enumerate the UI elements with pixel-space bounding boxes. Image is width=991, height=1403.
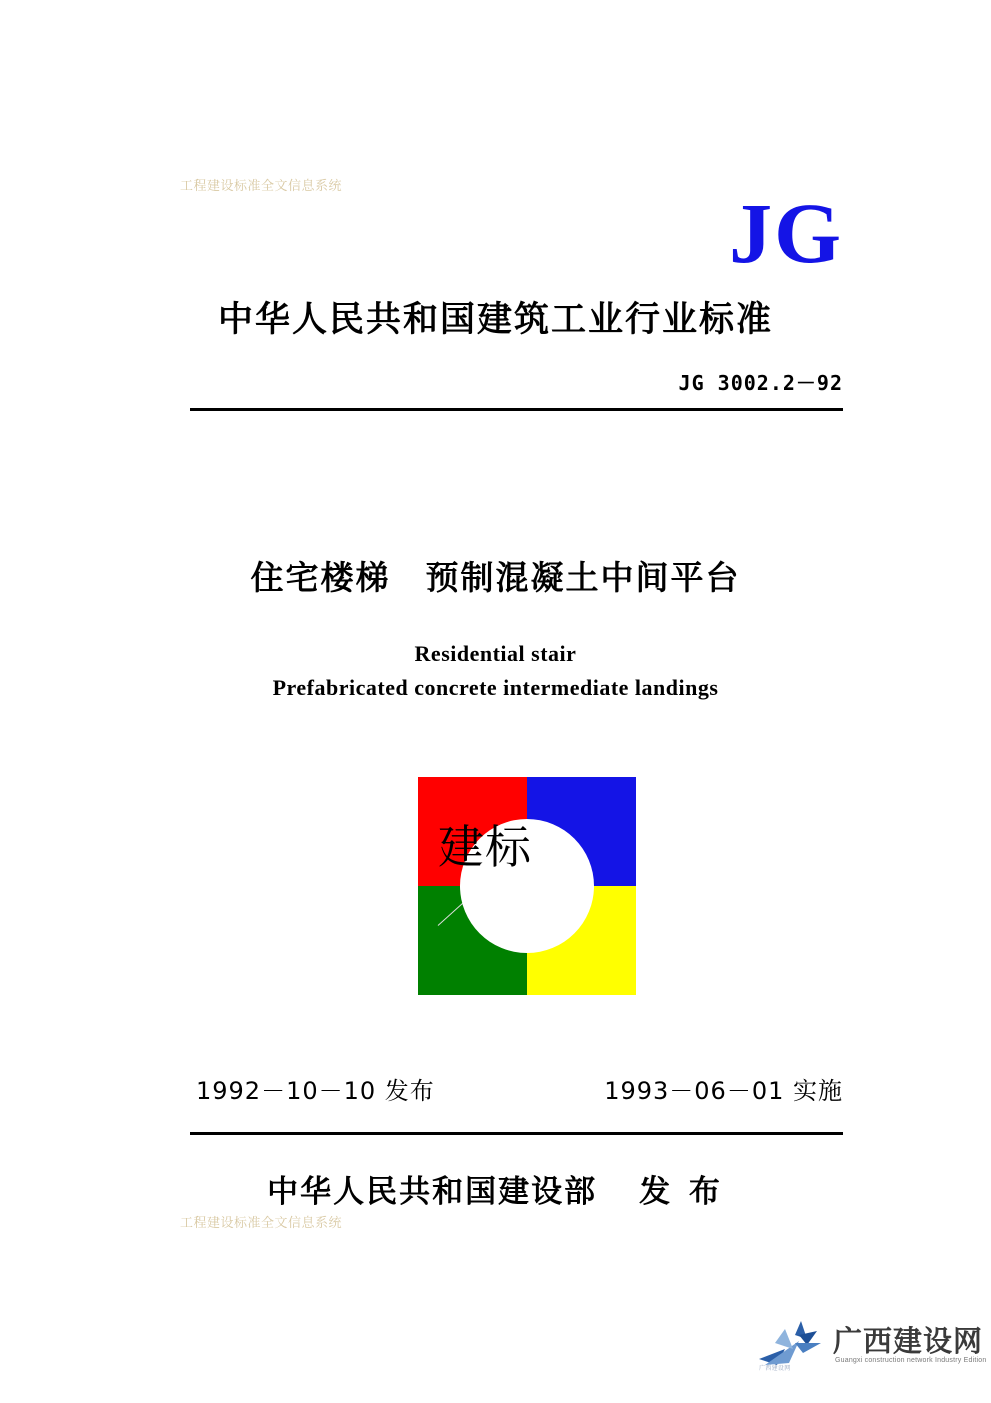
- header-divider: [190, 408, 843, 411]
- corner-logo-tiny-text: 广西建设网: [759, 1366, 791, 1372]
- publish-label: 发 布: [639, 1174, 724, 1210]
- standard-code: JG 3002.2－92: [678, 371, 843, 395]
- issue-date: 1992－10－10 发布: [196, 1077, 435, 1105]
- effective-date: 1993－06－01 实施: [604, 1077, 843, 1105]
- document-title-en-line1: Residential stair: [414, 641, 577, 666]
- corner-logo-name-cn: 广西建设网: [833, 1324, 984, 1358]
- corner-logo: [755, 1317, 987, 1381]
- corner-logo-name-en: Guangxi construction network Industry Edition: [835, 1357, 987, 1364]
- watermark-bottom: 工程建设标准全文信息系统: [180, 1215, 343, 1230]
- document-title-cn: 住宅楼梯 预制混凝土中间平台: [250, 558, 741, 597]
- emblem-center-text: 建标: [438, 820, 532, 874]
- issuer-line: [0, 1166, 991, 1211]
- footer-divider: [190, 1132, 843, 1135]
- jg-logo: JG: [729, 185, 843, 281]
- jianbiao-emblem: [418, 777, 636, 995]
- standard-title-cn: 中华人民共和国建筑工业行业标准: [217, 300, 773, 340]
- document-title-en-line2: Prefabricated concrete intermediate landings: [272, 675, 719, 700]
- issuer-name: 中华人民共和国建设部: [267, 1174, 598, 1210]
- watermark-top: 工程建设标准全文信息系统: [180, 178, 343, 193]
